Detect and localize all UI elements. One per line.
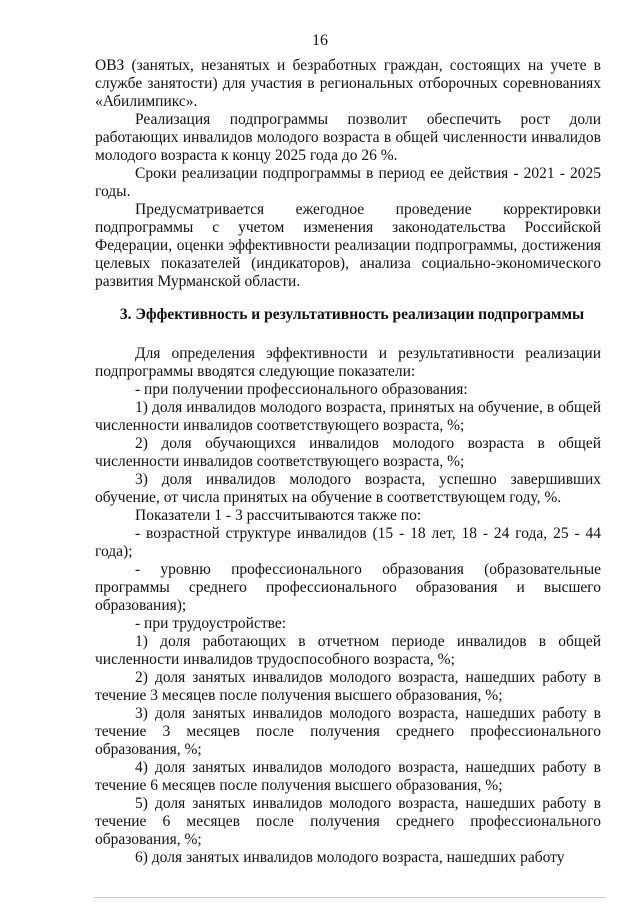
heading-spacing-top (95, 291, 601, 306)
paragraph-15: 2) доля занятых инвалидов молодого возраста, нашедших работу в течение 3 месяцев после получения высшего образования, %; (95, 669, 601, 704)
paragraph-14: 1) доля работающих в отчетном периоде инвалидов в общей численности инвалидов трудоспособного возраста, %; (95, 633, 601, 668)
paragraph-10: Показатели 1 - 3 рассчитываются также по: (135, 507, 422, 524)
paragraph-6: - при получении профессионального образования: (135, 381, 468, 398)
paragraph-1: ОВЗ (занятых, незанятых и безработных граждан, состоящих на учете в службе занятости) для участия в региональных отборочных соревнованиях «Абилимпикс». (95, 57, 601, 110)
paragraph-4: Предусматривается ежегодное проведение корректировки подпрограммы с учетом изменения законодательства Российской Федерации, оценки эффективности реализации подпрограммы, достижения целевых показателей (индикаторов), анализа социально-экономического развития Мурманской области. (95, 201, 601, 290)
page-number: 16 (312, 32, 328, 49)
paragraph-3: Сроки реализации подпрограммы в период ее действия - 2021 - 2025 годы. (95, 165, 601, 200)
document-body (95, 57, 601, 867)
bottom-divider (94, 897, 606, 898)
paragraph-11: - возрастной структуре инвалидов (15 - 18 лет, 18 - 24 года, 25 - 44 года); (95, 525, 601, 560)
paragraph-13: - при трудоустройстве: (135, 615, 287, 632)
section-heading: 3. Эффективность и результативность реализации подпрограммы (119, 306, 585, 323)
paragraph-2: Реализация подпрограммы позволит обеспечить рост доли работающих инвалидов молодого возраста в общей численности инвалидов молодого возраста к концу 2025 года до 26 %. (95, 111, 601, 164)
paragraph-12: - уровню профессионального образования (образовательные программы среднего профессионального образования и высшего образования); (95, 561, 601, 614)
paragraph-5: Для определения эффективности и результативности реализации подпрограммы вводятся следующие показатели: (95, 345, 601, 380)
paragraph-9: 3) доля инвалидов молодого возраста, успешно завершивших обучение, от числа принятых на обучение в соответствующем году, %. (95, 471, 601, 506)
paragraph-16: 3) доля занятых инвалидов молодого возраста, нашедших работу в течение 3 месяцев после получения среднего профессионального образования, %; (95, 705, 601, 758)
paragraph-18: 5) доля занятых инвалидов молодого возраста, нашедших работу в течение 6 месяцев после получения среднего профессионального образования, %; (95, 795, 601, 848)
paragraph-8: 2) доля обучающихся инвалидов молодого возраста в общей численности инвалидов соответствующего возраста, %; (95, 435, 601, 470)
paragraph-7: 1) доля инвалидов молодого возраста, принятых на обучение, в общей численности инвалидов соответствующего возраста, %; (95, 399, 601, 434)
paragraph-19: 6) доля занятых инвалидов молодого возраста, нашедших работу (135, 849, 565, 866)
heading-spacing-bottom (95, 324, 601, 345)
paragraph-17: 4) доля занятых инвалидов молодого возраста, нашедших работу в течение 6 месяцев после получения высшего образования, %; (95, 759, 601, 794)
